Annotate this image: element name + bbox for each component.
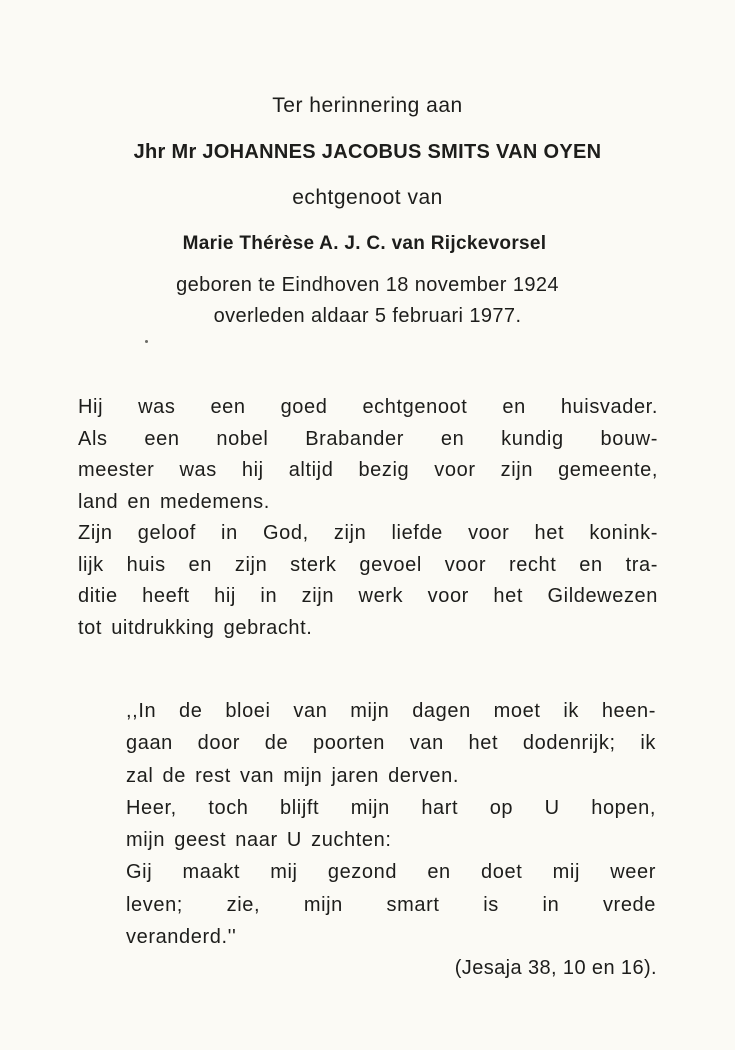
death-line: overleden aldaar 5 februari 1977. <box>213 305 522 327</box>
quote-line: leven; zie, mijn smart is in vrede <box>126 893 656 916</box>
bio-line: Hij was een goed echtgenoot en huisvader. <box>78 396 658 418</box>
quote-line: ,,In de bloei van mijn dagen moet ik heen- <box>126 700 656 722</box>
quote-line: gaan door de poorten van het dodenrijk; ik <box>126 732 656 755</box>
scripture-reference: (Jesaja 38, 10 en 16). <box>454 957 657 979</box>
quote-line: Gij maakt mij gezond en doet mij weer <box>126 861 656 884</box>
life-dates <box>0 270 735 332</box>
card-header <box>0 88 735 332</box>
quote-line: Heer, toch blijft mijn hart op U hopen, <box>126 796 656 819</box>
deceased-name: Jhr Mr JOHANNES JACOBUS SMITS VAN OYEN <box>133 141 602 163</box>
quote-line: veranderd.'' <box>126 926 237 949</box>
birth-line: geboren te Eindhoven 18 november 1924 <box>176 274 559 296</box>
bio-line: lijk huis en zijn sterk gevoel voor recht en tra- <box>78 553 658 576</box>
bio-line: land en medemens. <box>78 490 270 513</box>
print-speck <box>145 340 148 343</box>
bio-line: ditie heeft hij in zijn werk voor het Gildewezen <box>78 585 658 607</box>
quote-line: zal de rest van mijn jaren derven. <box>126 764 459 787</box>
bio-line: meester was hij altijd bezig voor zijn gemeente, <box>78 459 658 481</box>
bio-line: tot uitdrukking gebracht. <box>78 616 313 639</box>
quote-line: mijn geest naar U zuchten: <box>126 829 392 852</box>
scripture-quote <box>126 695 656 953</box>
spouse-name: Marie Thérèse A. J. C. van Rijckevorsel <box>182 233 547 254</box>
bio-line: Zijn geloof in God, zijn liefde voor het konink- <box>78 522 658 544</box>
bio-line: Als een nobel Brabander en kundig bouw- <box>78 427 658 450</box>
biography-paragraph <box>78 392 658 644</box>
spouse-intro-text: echtgenoot van <box>292 186 443 209</box>
intro-text: Ter herinnering aan <box>272 94 463 117</box>
